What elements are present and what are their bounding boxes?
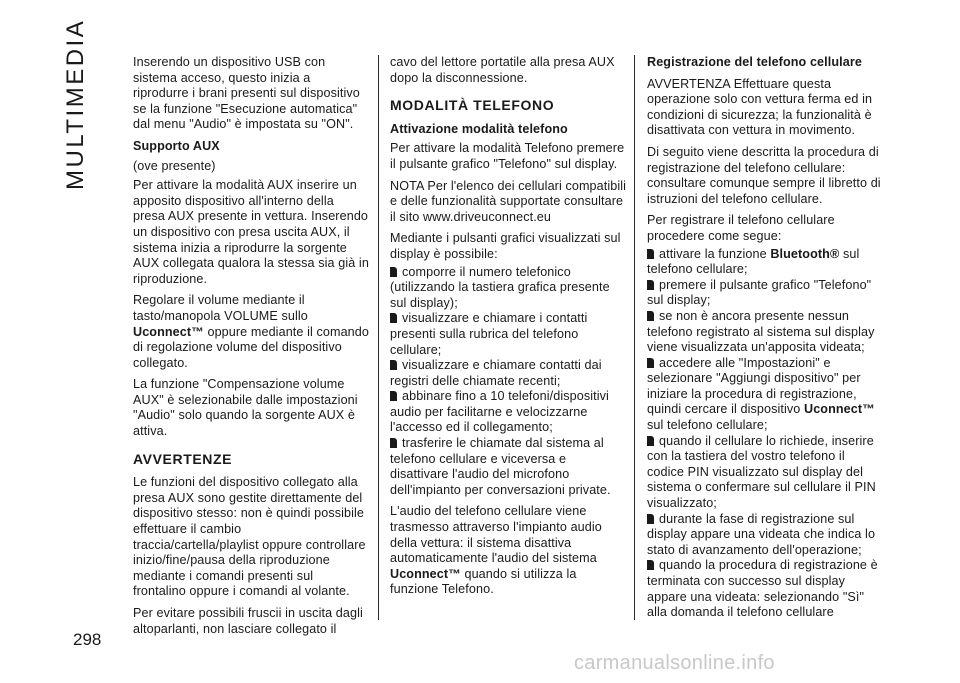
- aux-subheading: (ove presente): [133, 158, 216, 173]
- bullet-icon: [647, 436, 654, 446]
- list-item: [390, 311, 628, 358]
- column-3: [647, 55, 885, 621]
- bullet-icon: [390, 360, 397, 370]
- paragraph: Inserendo un dispositivo USB con sistema acceso, questo inizia a riprodurre i brani presenti sul dispositivo se la funzione "Esecuzione automatica" dal menu "Audio" è impostata su "ON".: [133, 55, 360, 132]
- list-item: [390, 389, 628, 436]
- paragraph: Per registrare il telefono cellulare procedere come segue:: [647, 213, 835, 243]
- brand-name: Uconnect™: [133, 324, 204, 339]
- text-span: attivare la funzione: [659, 246, 771, 261]
- list-item: [647, 247, 885, 278]
- list-item: [647, 309, 885, 356]
- text-span: oppure mediante il comando di regolazione volume del dispositivo collegato.: [133, 324, 369, 370]
- text-span: Regolare il volume mediante il tasto/manopola VOLUME sullo: [133, 293, 308, 323]
- bullet-icon: [647, 249, 654, 259]
- list-item-text: quando la procedura di registrazione è terminata con successo sul display appare una videata: selezionando "Sì" alla domanda il telefono cellulare: [647, 558, 878, 620]
- bullet-icon: [647, 514, 654, 524]
- list-item: [647, 558, 885, 620]
- list-item: [647, 356, 885, 434]
- text-span: L'audio del telefono cellulare viene trasmesso attraverso l'impianto audio della vettura: il sistema disattiva automaticamente l'audio del sistema: [390, 504, 602, 566]
- paragraph: Per evitare possibili fruscii in uscita dagli altoparlanti, non lasciare collegato il: [133, 606, 363, 636]
- text-span: sul telefono cellulare;: [647, 418, 768, 433]
- paragraph: [133, 293, 369, 371]
- brand-name: Uconnect™: [804, 402, 875, 417]
- brand-name: Uconnect™: [390, 566, 461, 581]
- brand-name: Bluetooth®: [770, 246, 840, 261]
- paragraph: cavo del lettore portatile alla presa AUX dopo la disconnessione.: [390, 55, 615, 85]
- page-number: 298: [73, 630, 102, 649]
- list-item: [647, 512, 885, 559]
- column-2: [390, 55, 628, 604]
- paragraph: Di seguito viene descritta la procedura di registrazione del telefono cellulare: consultare comunque sempre il libretto di istruzioni del telefono cellulare.: [647, 144, 881, 206]
- warning-paragraph: AVVERTENZA Effettuare questa operazione solo con vettura ferma ed in condizioni di sicurezza; la funzionalità è disattivata con vettura in movimento.: [647, 76, 873, 138]
- bullet-icon: [647, 280, 654, 290]
- list-item-text: comporre il numero telefonico (utilizzando la tastiera grafica presente sul display);: [390, 264, 610, 310]
- phone-activation-heading: Attivazione modalità telefono: [390, 121, 568, 136]
- bullet-icon: [647, 358, 654, 368]
- watermark: carmanualsonline.info: [574, 652, 775, 674]
- paragraph: La funzione "Compensazione volume AUX" è selezionabile dalle impostazioni "Audio" solo quando la sorgente AUX è attiva.: [133, 377, 358, 439]
- bullet-icon: [390, 438, 397, 448]
- text-span: accedere alle "Impostazioni" e selezionare "Aggiungi dispositivo" per iniziare la procedura di registrazione, quindi cercare il dispositivo: [647, 355, 861, 417]
- bullet-icon: [647, 560, 654, 570]
- paragraph: Le funzioni del dispositivo collegato alla presa AUX sono gestite direttamente del dispositivo stesso: non è quindi possibile effettuare il cambio traccia/cartella/playlist oppure controllare inizio/fine/pausa della riproduzione mediante i comandi presenti sul frontalino oppure i comandi al volante.: [133, 475, 366, 599]
- list-item-text: se non è ancora presente nessun telefono registrato al sistema sul display viene visualizzata un'apposita videata;: [647, 308, 875, 355]
- paragraph: [390, 504, 628, 598]
- paragraph: Per attivare la modalità Telefono premere il pulsante grafico "Telefono" sul display.: [390, 141, 625, 171]
- list-item: [390, 436, 628, 498]
- list-item: [390, 358, 628, 389]
- list-item-text: visualizzare e chiamare i contatti presenti sulla rubrica del telefono cellulare;: [390, 311, 588, 357]
- list-item: [390, 265, 628, 312]
- list-item-text: visualizzare e chiamare contatti dai registri delle chiamate recenti;: [390, 358, 602, 388]
- list-item: [647, 278, 885, 309]
- list-item-text: premere il pulsante grafico "Telefono" sul display;: [647, 277, 872, 308]
- list-item-text: abbinare fino a 10 telefoni/dispositivi audio per facilitarne e velocizzarne l'accesso ed il collegamento;: [390, 389, 609, 435]
- section-side-title: MULTIMEDIA: [62, 18, 89, 190]
- column-divider: [634, 55, 635, 620]
- bullet-icon: [647, 311, 654, 321]
- column-divider: [378, 55, 379, 620]
- bullet-icon: [390, 313, 397, 323]
- aux-heading: Supporto AUX: [133, 138, 220, 153]
- paragraph: Mediante i pulsanti grafici visualizzati sul display è possibile:: [390, 231, 621, 261]
- column-1: [133, 55, 369, 643]
- list-item-text: trasferire le chiamate dal sistema al telefono cellulare e viceversa e disattivare l'audio del microfono dell'impianto per conversazioni private.: [390, 436, 611, 497]
- registration-heading: Registrazione del telefono cellulare: [647, 55, 862, 69]
- bullet-icon: [390, 391, 397, 401]
- list-item-text: durante la fase di registrazione sul display appare una videata che indica lo stato di avanzamento dell'operazione;: [647, 511, 876, 557]
- list-item: [647, 434, 885, 512]
- bullet-icon: [390, 267, 397, 277]
- note-paragraph: NOTA Per l'elenco dei cellulari compatibili e delle funzionalità supportate consultare il sito www.driveuconnect.eu: [390, 178, 627, 224]
- text-span: quando si utilizza la funzione Telefono.: [390, 566, 577, 597]
- text-span: sul telefono cellulare;: [647, 246, 860, 277]
- paragraph: Per attivare la modalità AUX inserire un apposito dispositivo all'interno della presa AUX presente in vettura. Inserendo un dispositivo con presa uscita AUX, il sistema inizia a riprodurre la sorgente AUX collegata qualora la stessa sia già in riproduzione.: [133, 178, 369, 286]
- phone-mode-title: MODALITÀ TELEFONO: [390, 97, 555, 114]
- list-item-text: quando il cellulare lo richiede, inserire con la tastiera del vostro telefono il codice PIN visualizzato sul display del sistema o confermare sul cellulare il PIN visualizzato;: [647, 433, 876, 511]
- warnings-title: AVVERTENZE: [133, 450, 233, 467]
